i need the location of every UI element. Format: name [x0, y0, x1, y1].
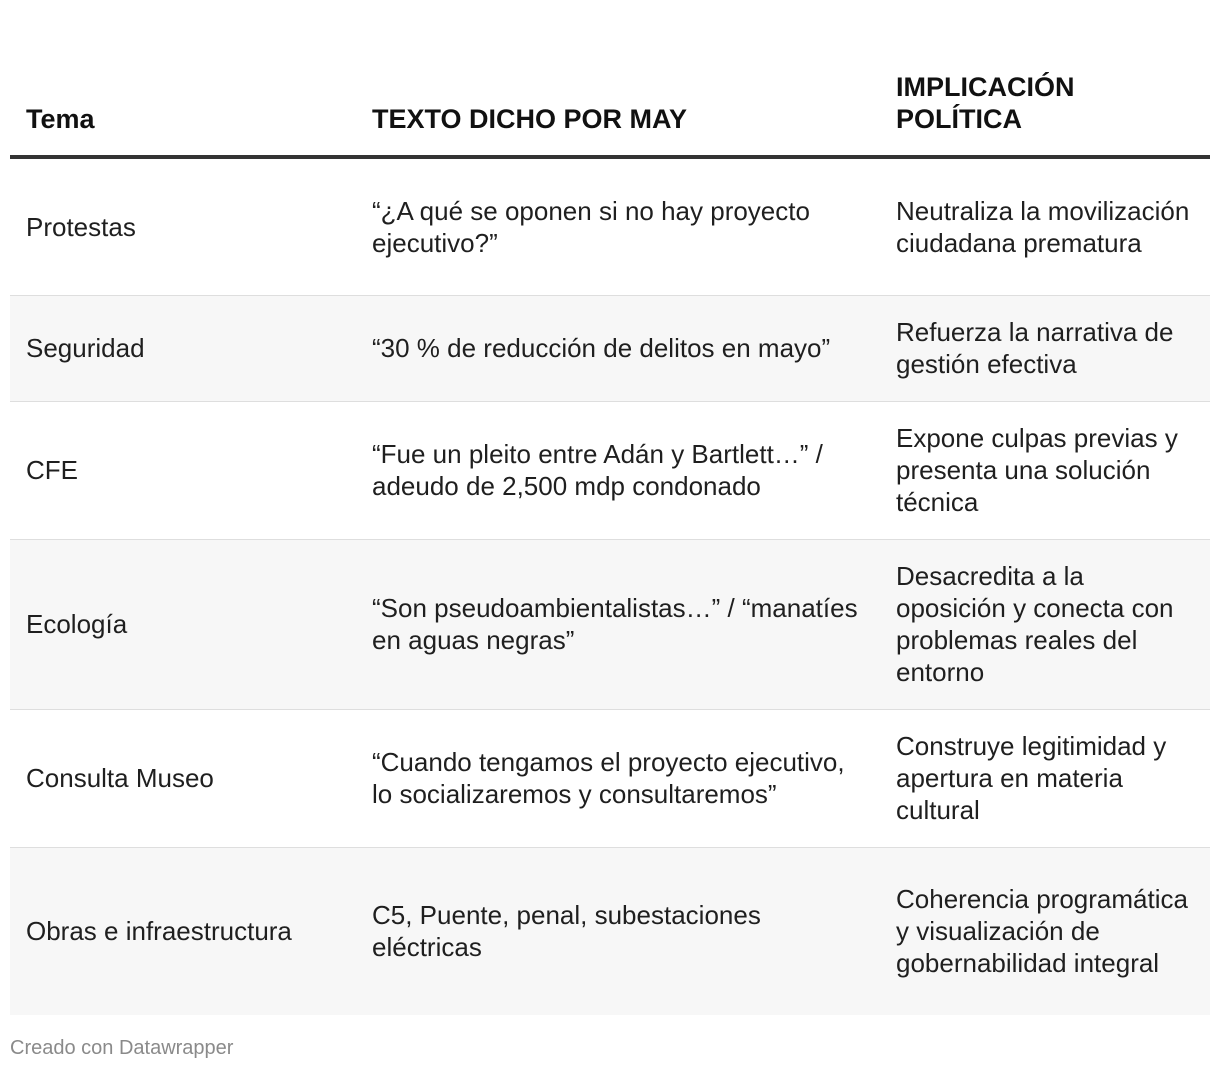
table-row	[10, 401, 1210, 539]
cell-tema: CFE	[10, 401, 356, 539]
cell-texto: “Cuando tengamos el proyecto ejecutivo, lo socializaremos y consultaremos”	[356, 709, 880, 847]
cell-implicacion: Expone culpas previas y presenta una solución técnica	[880, 401, 1210, 539]
cell-tema: Consulta Museo	[10, 709, 356, 847]
header-tema: Tema	[10, 0, 356, 157]
cell-implicacion: Construye legitimidad y apertura en materia cultural	[880, 709, 1210, 847]
table-row	[10, 847, 1210, 1015]
header-row	[10, 0, 1210, 157]
data-table	[10, 0, 1210, 1015]
cell-texto: “¿A qué se oponen si no hay proyecto ejecutivo?”	[356, 157, 880, 295]
cell-texto: “Fue un pleito entre Adán y Bartlett…” / adeudo de 2,500 mdp condonado	[356, 401, 880, 539]
table-row	[10, 539, 1210, 709]
cell-tema: Ecología	[10, 539, 356, 709]
cell-tema: Seguridad	[10, 295, 356, 401]
cell-texto: “30 % de reducción de delitos en mayo”	[356, 295, 880, 401]
cell-tema: Protestas	[10, 157, 356, 295]
cell-texto: C5, Puente, penal, subestaciones eléctricas	[356, 847, 880, 1015]
header-implicacion-politica: IMPLICACIÓN POLÍTICA	[880, 0, 1210, 157]
data-table-container	[10, 0, 1210, 1015]
header-texto-dicho: TEXTO DICHO POR MAY	[356, 0, 880, 157]
table-row	[10, 157, 1210, 295]
table-body	[10, 157, 1210, 1015]
cell-tema: Obras e infraestructura	[10, 847, 356, 1015]
datawrapper-credit: Creado con Datawrapper	[10, 1037, 234, 1059]
cell-implicacion: Neutraliza la movilización ciudadana prematura	[880, 157, 1210, 295]
cell-texto: “Son pseudoambientalistas…” / “manatíes en aguas negras”	[356, 539, 880, 709]
table-row	[10, 295, 1210, 401]
table-header	[10, 0, 1210, 157]
table-row	[10, 709, 1210, 847]
cell-implicacion: Coherencia programática y visualización de gobernabilidad integral	[880, 847, 1210, 1015]
cell-implicacion: Desacredita a la oposición y conecta con problemas reales del entorno	[880, 539, 1210, 709]
cell-implicacion: Refuerza la narrativa de gestión efectiva	[880, 295, 1210, 401]
